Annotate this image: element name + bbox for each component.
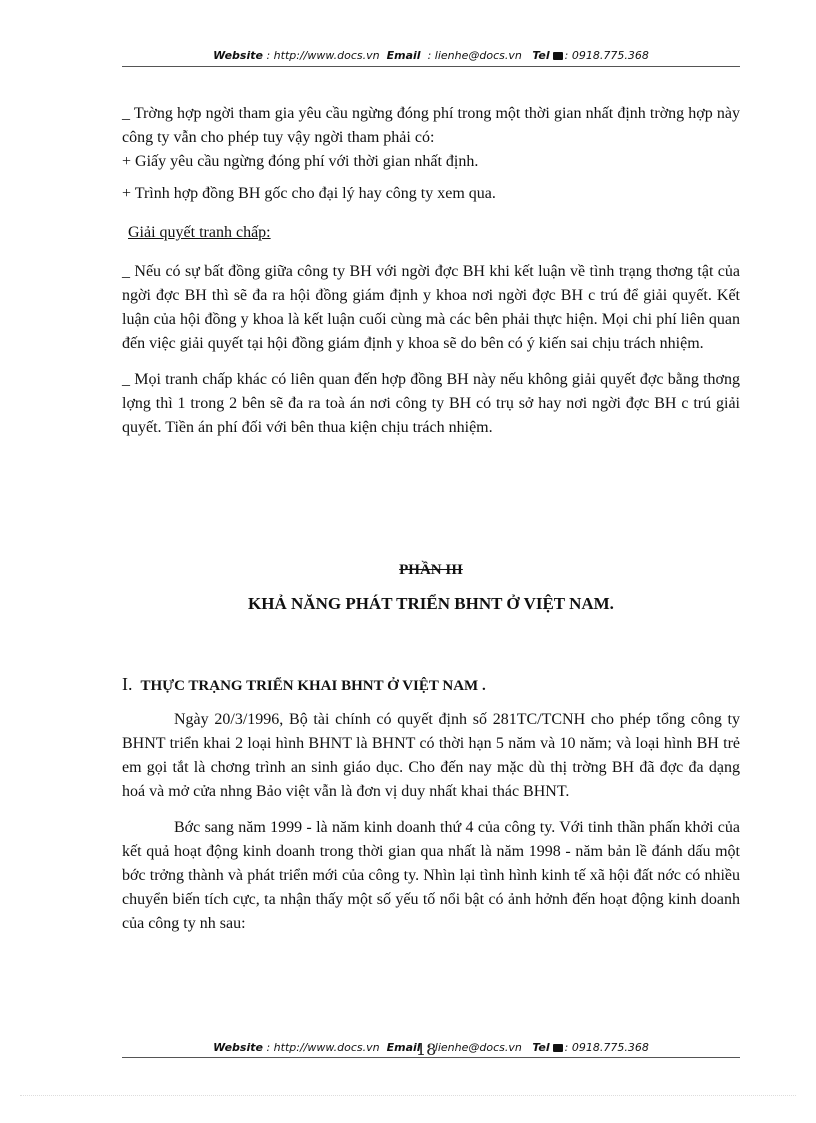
header-email-label: Email bbox=[386, 49, 421, 62]
header-email-value[interactable]: : lienhe@docs.vn bbox=[427, 49, 522, 62]
paragraph-pause-premium: _ Trờng hợp ngời tham gia yêu cầu ngừng đóng phí trong một thời gian nhất định trờng hợp này công ty vẫn cho phép tuy vậy ngời tham phải có: bbox=[122, 105, 740, 146]
header-tel-label: Tel bbox=[532, 49, 550, 62]
dispute-heading: Giải quyết tranh chấp: bbox=[128, 224, 271, 241]
paragraph-decision-1996: Ngày 20/3/1996, Bộ tài chính có quyết định số 281TC/TCNH cho phép tổng công ty BHNT triển khai 2 loại hình BHNT là BHNT có thời hạn 5 năm và 10 năm; và loại hình BH trẻ em gọi tắt là chơng trình an sinh giáo dục. Cho đến nay mặc dù thị trờng BH đã đợc đa dạng hoá và mở cửa nhng Bảo việt vẫn là đơn vị duy nhất khai thác BHNT. bbox=[122, 711, 740, 800]
dispute-paragraphs bbox=[122, 260, 740, 440]
paragraph-court: _ Mọi tranh chấp khác có liên quan đến hợp đồng BH này nếu không giải quyết đợc bằng thơng lợng thì 1 trong 2 bên sẽ đa ra toà án nơi công ty BH có trụ sở hay nơi ngời đợc BH c trú giải quyết. Tiền án phí đối với bên thua kiện chịu trách nhiệm. bbox=[122, 371, 740, 436]
section-number: I. bbox=[122, 674, 133, 694]
page-number: 18 bbox=[416, 1040, 437, 1059]
footer-rule bbox=[122, 1057, 740, 1058]
part-title: KHẢ NĂNG PHÁT TRIỂN BHNT Ở VIỆT NAM. bbox=[248, 594, 614, 613]
footer-tel-label: Tel bbox=[532, 1041, 550, 1054]
phone-icon bbox=[553, 52, 563, 60]
footer-website-label: Website bbox=[213, 1041, 263, 1054]
phone-icon bbox=[553, 1044, 563, 1052]
paragraph-year-1999: Bớc sang năm 1999 - là năm kinh doanh thứ 4 của công ty. Với tinh thần phấn khởi của kết quả hoạt động kinh doanh trong thời gian qua nhất là năm 1998 - năm bản lề đánh dấu một bớc trởng thành và phát triển mới của công ty. Nhìn lại tình hình kinh tế xã hội đất nớc có nhiều chuyển biến tích cực, ta nhận thấy một số yếu tố nổi bật có ảnh hởnh đến hoạt động kinh doanh của công ty nh sau: bbox=[122, 819, 740, 932]
footer-website-url[interactable]: : http://www.docs.vn bbox=[266, 1041, 380, 1054]
page-header bbox=[122, 48, 740, 64]
header-website-url[interactable]: : http://www.docs.vn bbox=[266, 49, 380, 62]
section-title: THỰC TRẠNG TRIỂN KHAI BHNT Ở VIỆT NAM . bbox=[140, 678, 486, 694]
paragraph-original-contract: + Trình hợp đồng BH gốc cho đại lý hay công ty xem qua. bbox=[122, 185, 496, 202]
paragraph-medical-council: _ Nếu có sự bất đồng giữa công ty BH với ngời đợc BH khi kết luận về tình trạng thơng tật của ngời đợc BH thì sẽ đa ra hội đồng giám định y khoa nơi ngời đợc BH c trú để giải quyết. Kết luận của hội đồng y khoa là kết luận cuối cùng mà các bên phải thực hiện. Mọi chi phí liên quan đến việc giải quyết tại hội đồng giám định y khoa sẽ do bên có ý kiến sai chịu trách nhiệm. bbox=[122, 263, 740, 352]
section-paragraphs bbox=[122, 708, 740, 936]
header-website-label: Website bbox=[213, 49, 263, 62]
footer-email-value[interactable]: : lienhe@docs.vn bbox=[427, 1041, 522, 1054]
top-paragraphs bbox=[122, 102, 740, 206]
page-edge-dots bbox=[20, 1095, 796, 1096]
footer-tel-value: : 0918.775.368 bbox=[564, 1041, 649, 1054]
section-heading bbox=[122, 674, 740, 695]
paragraph-request-letter: + Giấy yêu cầu ngừng đóng phí với thời gian nhất định. bbox=[122, 153, 479, 170]
part-label: PHẦN III bbox=[399, 562, 463, 578]
footer-email-label: Email bbox=[386, 1041, 421, 1054]
header-rule bbox=[122, 66, 740, 67]
header-tel-value: : 0918.775.368 bbox=[564, 49, 649, 62]
